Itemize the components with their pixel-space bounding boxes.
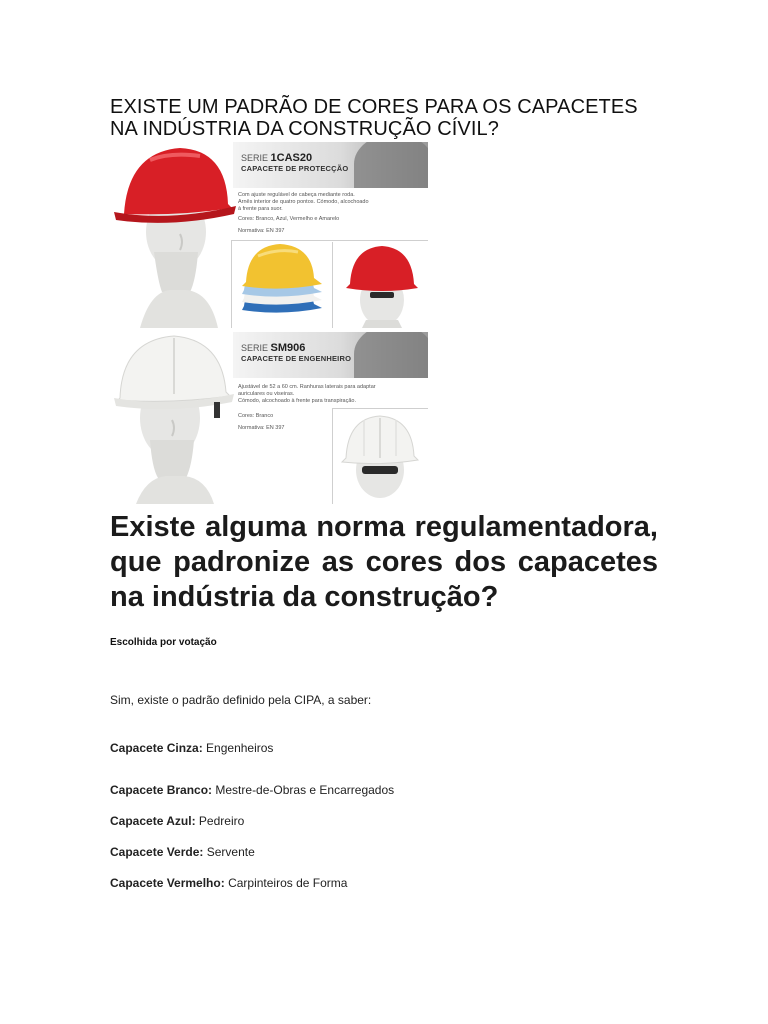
product-name-label: CAPACETE DE PROTECÇÃO — [241, 164, 349, 173]
white-helmet-mannequin-image — [110, 332, 238, 504]
colors-label: Cores: — [238, 216, 255, 222]
list-item — [110, 876, 658, 890]
catalog-panel-sm906 — [110, 332, 428, 504]
red-helmet-mannequin-image — [110, 142, 238, 328]
page-title: EXISTE UM PADRÃO DE CORES PARA OS CAPACETES NA INDÚSTRIA DA CONSTRUÇÃO CÍVIL? — [110, 96, 638, 140]
stacked-color-helmets-image — [238, 242, 330, 322]
item-label: Capacete Cinza: — [110, 741, 203, 755]
serie-prefix-label: SERIE — [241, 153, 269, 163]
serie-prefix-label: SERIE — [241, 343, 269, 353]
item-value: Carpinteiros de Forma — [228, 876, 348, 890]
colors-value: Branco, Azul, Vermelho e Amarelo — [255, 216, 340, 222]
catalog-panel-1cas20 — [110, 142, 428, 328]
answer-intro: Sim, existe o padrão definido pela CIPA, a saber: — [110, 693, 372, 707]
serie-code-label: 1CAS20 — [270, 152, 313, 164]
list-item — [110, 845, 658, 859]
question-heading: Existe alguma norma regulamentadora, que padronize as cores dos capacetes na indústria da construção? — [110, 511, 658, 613]
red-helmet-rear-image — [336, 242, 426, 328]
list-item — [110, 814, 658, 828]
list-item — [110, 783, 658, 797]
banner-sm906 — [233, 332, 428, 378]
spec-line: à frente para suor. — [238, 206, 283, 212]
spec-line: Ajustável de 52 a 60 cm. Ranhuras laterais para adaptar — [238, 384, 376, 390]
norm-label: Normativa: — [238, 228, 265, 234]
helmet-color-list — [110, 741, 658, 890]
spec-line: Cómodo, alcochoado à frente para transpiração. — [238, 398, 357, 404]
banner-1cas20 — [233, 142, 428, 188]
serie-code-label: SM906 — [270, 342, 306, 354]
item-value: Mestre-de-Obras e Encarregados — [215, 783, 395, 797]
helmet-catalog-image — [110, 142, 428, 504]
item-value: Pedreiro — [198, 814, 245, 828]
spec-line: auriculares ou viseiras. — [238, 391, 295, 397]
document-page — [110, 96, 658, 890]
norm-value: EN 397 — [266, 228, 285, 234]
item-value: Engenheiros — [206, 741, 274, 755]
item-value: Servente — [206, 845, 255, 859]
voted-badge: Escolhida por votação — [110, 637, 217, 648]
list-item — [110, 741, 658, 755]
spec-text-1cas20 — [238, 192, 388, 235]
item-label: Capacete Verde: — [110, 845, 204, 859]
item-label: Capacete Azul: — [110, 814, 196, 828]
white-helmet-rear-image — [334, 412, 426, 502]
item-label: Capacete Vermelho: — [110, 876, 225, 890]
product-name-label: CAPACETE DE ENGENHEIRO — [241, 354, 352, 363]
spec-line: Arnês interior de quatro pontos. Cómodo, alcochoado — [238, 199, 369, 205]
spec-line: Com ajuste regulável de cabeça mediante roda. — [238, 192, 355, 198]
norm-value: EN 397 — [266, 425, 285, 431]
colors-value: Branco — [255, 413, 274, 419]
colors-label: Cores: — [238, 413, 255, 419]
item-label: Capacete Branco: — [110, 783, 213, 797]
norm-label: Normativa: — [238, 425, 265, 431]
